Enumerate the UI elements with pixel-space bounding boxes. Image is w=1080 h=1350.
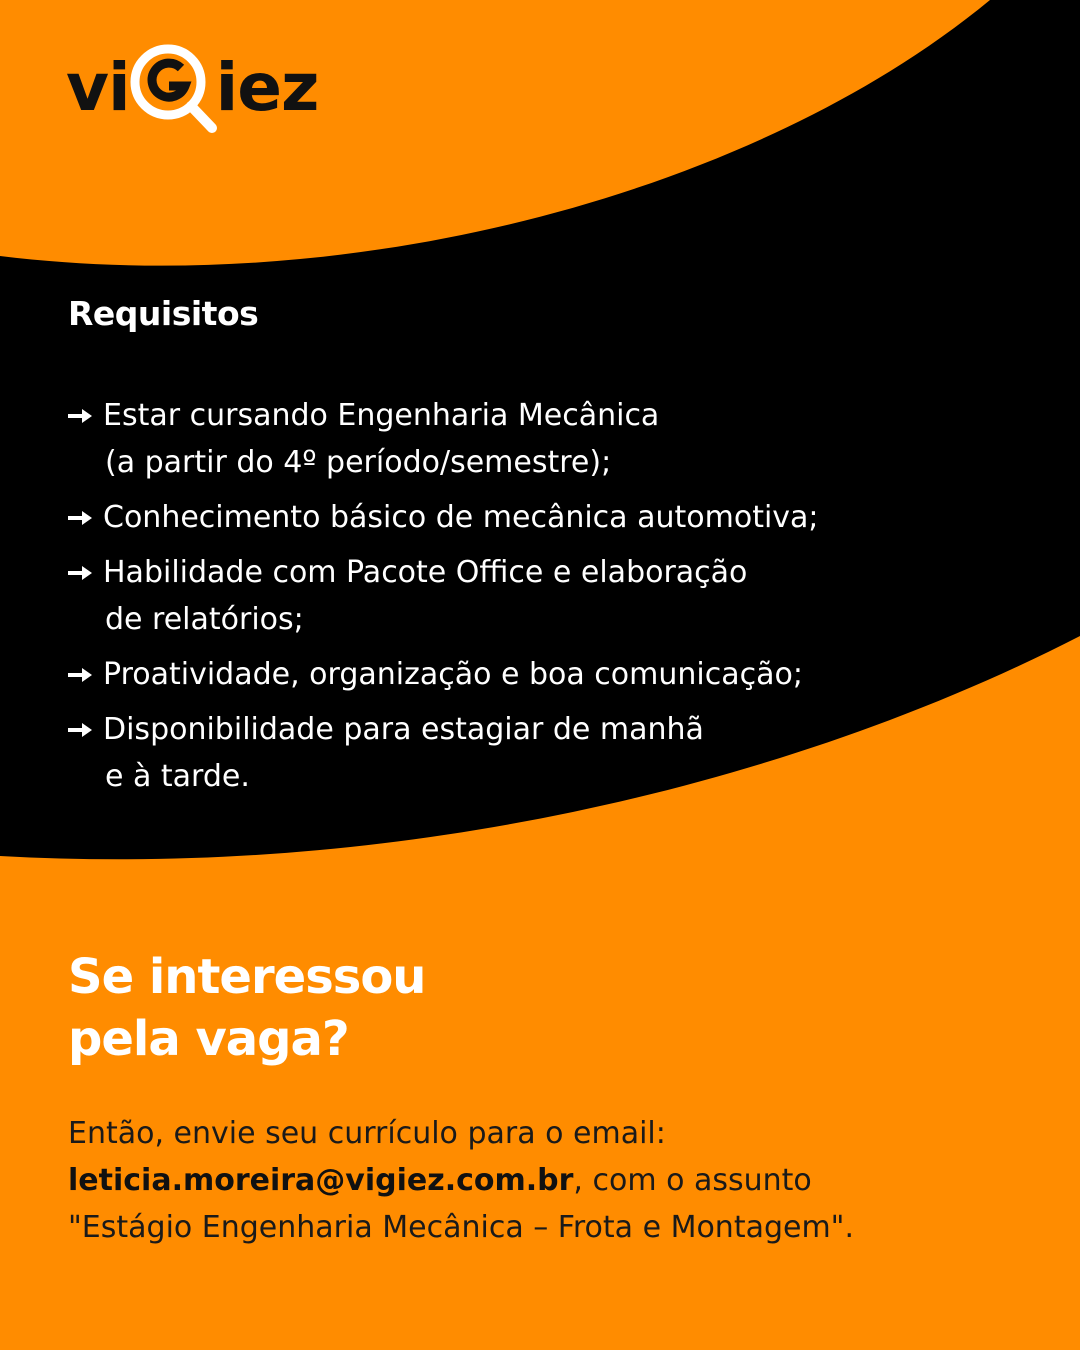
requirement-line: Disponibilidade para estagiar de manhã [103, 712, 704, 747]
cta-email-line [68, 1157, 854, 1204]
cta-title-line: pela vaga? [68, 1011, 349, 1067]
logo-text-left: vi [66, 49, 130, 126]
email-link[interactable]: leticia.moreira@vigiez.com.br [68, 1163, 574, 1198]
requirement-item [66, 549, 819, 643]
arrow-right-icon [66, 666, 94, 684]
arrow-right-icon [66, 564, 94, 582]
requirement-item [66, 392, 819, 486]
cta-subject-line: "Estágio Engenharia Mecânica – Frota e Montagem". [68, 1210, 855, 1245]
requirement-line: Proatividade, organização e boa comunicação; [103, 657, 803, 692]
cta-title [68, 946, 425, 1070]
magnifier-g-icon [124, 38, 220, 138]
cta-title-line: Se interessou [68, 949, 426, 1005]
cta-subject-prefix: , com o assunto [573, 1163, 812, 1198]
requirement-line: (a partir do 4º período/semestre); [105, 445, 612, 480]
brand-logo [66, 38, 318, 138]
requirement-line: e à tarde. [105, 759, 250, 794]
cta-body [68, 1110, 854, 1251]
requirement-item [66, 651, 819, 698]
requirement-item [66, 494, 819, 541]
cta-intro-line: Então, envie seu currículo para o email: [68, 1116, 666, 1151]
requirement-line: Habilidade com Pacote Office e elaboração [103, 555, 748, 590]
requirements-list [66, 392, 819, 808]
logo-text-right: iez [215, 49, 319, 126]
requirement-line: Conhecimento básico de mecânica automotiva; [103, 500, 819, 535]
requirement-item [66, 706, 819, 800]
arrow-right-icon [66, 721, 94, 739]
requirement-line: Estar cursando Engenharia Mecânica [103, 398, 660, 433]
requirement-line: de relatórios; [105, 602, 304, 637]
arrow-right-icon [66, 407, 94, 425]
arrow-right-icon [66, 509, 94, 527]
requirements-title: Requisitos [68, 294, 259, 333]
